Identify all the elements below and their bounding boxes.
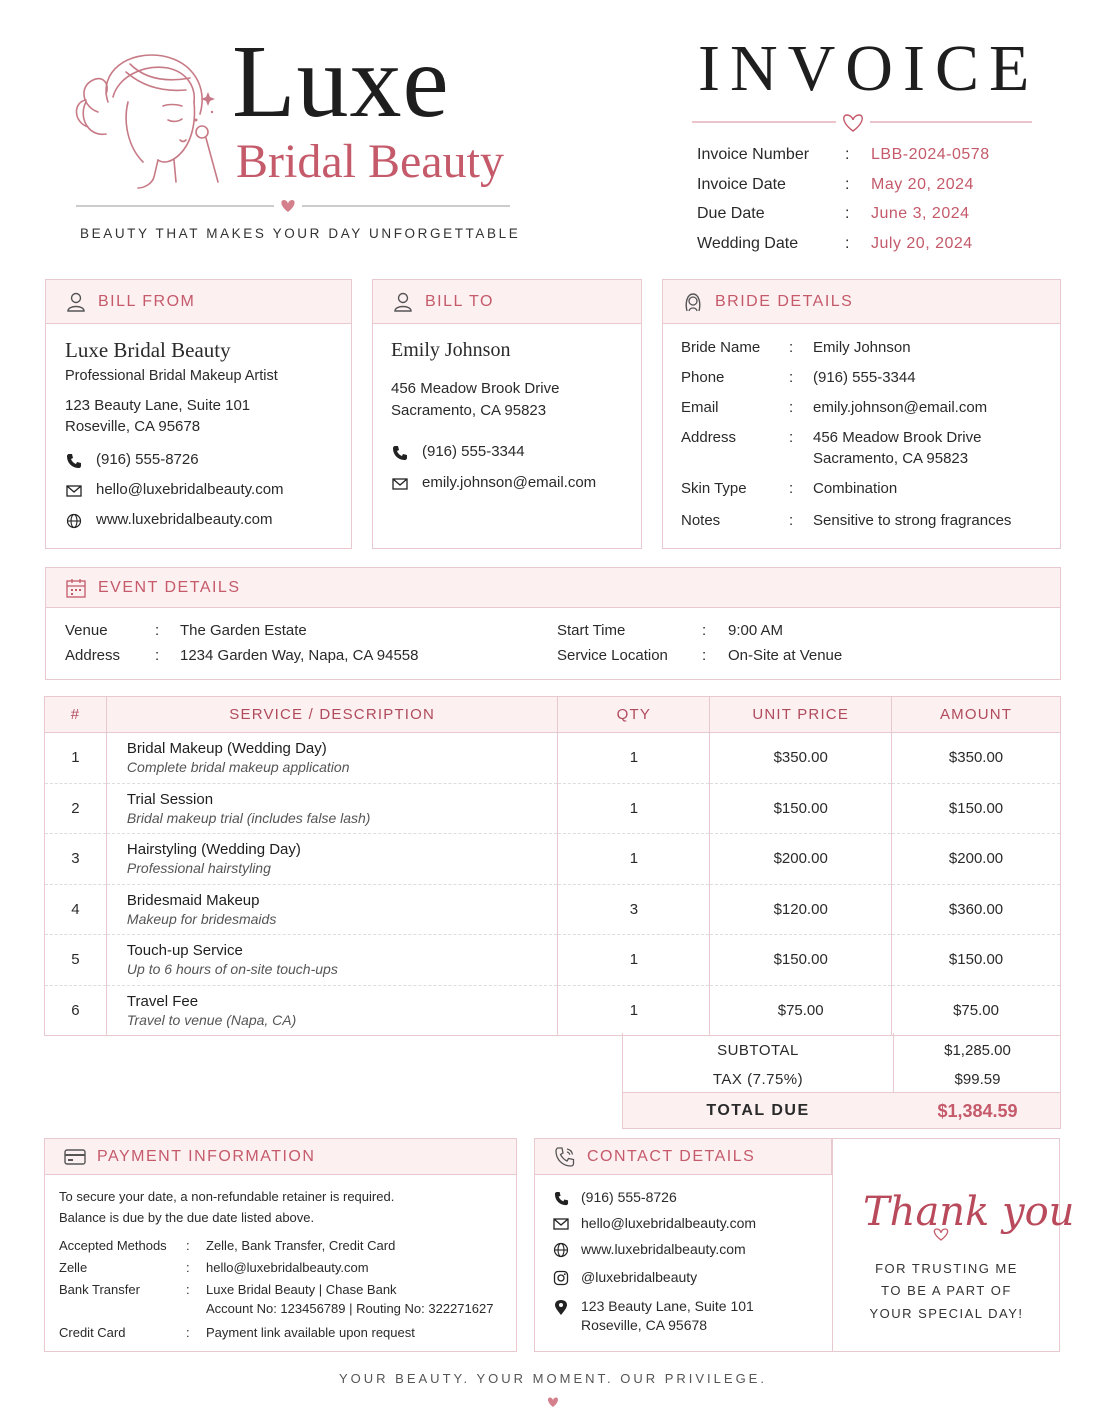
- payment-info-title: PAYMENT INFORMATION: [97, 1147, 316, 1165]
- tax-value: $99.59: [954, 1071, 1001, 1088]
- bride-icon: [681, 290, 705, 314]
- mail-icon: [391, 475, 409, 493]
- bill-from-title: BILL FROM: [98, 292, 196, 310]
- meta-colon: :: [845, 176, 850, 193]
- bank-account-value: Account No: 123456789 | Routing No: 322271627: [206, 1301, 494, 1316]
- table-row: [45, 834, 1061, 885]
- bill-to-address2: Sacramento, CA 95823: [391, 402, 547, 419]
- row-service: [106, 884, 558, 935]
- contact-details-header: [535, 1139, 832, 1175]
- service-location-value: On-Site at Venue: [728, 647, 843, 664]
- bride-notes-value: Sensitive to strong fragrances: [813, 512, 1012, 529]
- venue-value: The Garden Estate: [180, 622, 307, 639]
- table-row: [45, 783, 1061, 834]
- total-due-value: $1,384.59: [937, 1101, 1018, 1121]
- meta-label: Invoice Date: [697, 176, 786, 193]
- service-desc: Bridal makeup trial (includes false lash): [126, 809, 371, 826]
- service-name: Bridal Makeup (Wedding Day): [126, 740, 327, 758]
- meta-label: Invoice Number: [697, 146, 810, 163]
- bill-from-phone: (916) 555-8726: [96, 451, 199, 468]
- venue-label: Venue: [65, 622, 108, 639]
- row-unit-price: $120.00: [710, 884, 892, 935]
- bride-notes-label: Notes: [681, 512, 721, 529]
- service-name: Bridesmaid Makeup: [126, 891, 260, 909]
- payment-intro-line1: To secure your date, a non-refundable retainer is required.: [59, 1189, 395, 1204]
- bride-address-value: 456 Meadow Brook Drive: [813, 429, 982, 446]
- credit-card-label: Credit Card: [59, 1325, 126, 1340]
- bride-phone-value: (916) 555-3344: [813, 369, 916, 386]
- colon: :: [789, 512, 794, 529]
- location-icon: [552, 1298, 570, 1316]
- brand-heart-divider: [76, 196, 510, 216]
- heart-icon: [546, 1396, 560, 1408]
- service-name: Travel Fee: [126, 992, 199, 1010]
- col-amount-header: AMOUNT: [892, 697, 1061, 733]
- event-address-value: 1234 Garden Way, Napa, CA 94558: [180, 647, 419, 664]
- bride-skin-label: Skin Type: [681, 480, 747, 497]
- bride-address-label: Address: [681, 429, 737, 446]
- total-due-row: [623, 1092, 1060, 1128]
- meta-colon: :: [845, 235, 850, 252]
- bride-details-header: [663, 280, 1060, 324]
- thank-you-script: [857, 1167, 1075, 1251]
- thanks-line2: TO BE A PART OF: [881, 1283, 1012, 1298]
- calendar-icon: [64, 576, 88, 600]
- colon: :: [702, 647, 707, 664]
- subtotal-label: SUBTOTAL: [717, 1042, 799, 1059]
- contact-website[interactable]: www.luxebridalbeauty.com: [581, 1241, 746, 1257]
- bill-to-address1: 456 Meadow Brook Drive: [391, 380, 560, 397]
- service-desc: Travel to venue (Napa, CA): [126, 1011, 297, 1028]
- col-qty-header: QTY: [558, 697, 710, 733]
- contact-details-title: CONTACT DETAILS: [587, 1147, 756, 1165]
- zelle-label: Zelle: [59, 1260, 88, 1275]
- col-num-header: #: [45, 697, 107, 733]
- bill-to-title: BILL TO: [425, 292, 494, 310]
- thanks-line3: YOUR SPECIAL DAY!: [869, 1306, 1024, 1321]
- contact-phone: (916) 555-8726: [581, 1189, 677, 1205]
- footer-slogan: YOUR BEAUTY. YOUR MOMENT. OUR PRIVILEGE.: [339, 1371, 767, 1386]
- invoice-number-row: [697, 146, 1037, 168]
- service-desc: Makeup for bridesmaids: [126, 910, 277, 927]
- bride-name-value: Emily Johnson: [813, 339, 911, 356]
- start-time-label: Start Time: [557, 622, 626, 639]
- colon: :: [789, 369, 794, 386]
- bill-from-name: Luxe Bridal Beauty: [65, 338, 231, 362]
- payment-info-header: [45, 1139, 516, 1175]
- bill-to-header: [373, 280, 641, 324]
- services-table: [44, 696, 1061, 1036]
- event-details-card: [45, 567, 1061, 680]
- row-amount: $350.00: [892, 733, 1061, 784]
- row-service: [106, 935, 558, 986]
- bank-transfer-value: Luxe Bridal Beauty | Chase Bank: [206, 1282, 397, 1297]
- bride-email-value: emily.johnson@email.com: [813, 399, 988, 416]
- bride-email-label: Email: [681, 399, 719, 416]
- due-date-row: [697, 205, 1037, 227]
- invoice-title: INVOICE: [698, 32, 1040, 105]
- event-address-label: Address: [65, 647, 121, 664]
- thank-you-text: Thank you: [863, 1189, 1075, 1235]
- colon: :: [186, 1260, 190, 1275]
- table-row: [45, 935, 1061, 986]
- bill-to-card: [372, 279, 642, 549]
- row-service: [106, 733, 558, 784]
- row-qty: 1: [558, 733, 710, 784]
- thanks-line1: FOR TRUSTING ME: [875, 1261, 1018, 1276]
- bride-details-card: [662, 279, 1061, 549]
- phone-icon: [65, 452, 83, 470]
- instagram-icon: [552, 1269, 570, 1287]
- row-num: 5: [45, 935, 107, 986]
- row-qty: 1: [558, 935, 710, 986]
- contact-instagram[interactable]: @luxebridalbeauty: [581, 1269, 698, 1285]
- row-unit-price: $200.00: [710, 834, 892, 885]
- totals-box: [622, 1033, 1061, 1129]
- payment-intro-line2: Balance is due by the due date listed above.: [59, 1210, 315, 1225]
- contact-address2: Roseville, CA 95678: [581, 1317, 708, 1333]
- col-service-header: SERVICE / DESCRIPTION: [106, 697, 558, 733]
- person-icon: [64, 290, 88, 314]
- bride-phone-label: Phone: [681, 369, 725, 386]
- row-unit-price: $350.00: [710, 733, 892, 784]
- phone-ring-icon: [553, 1145, 577, 1169]
- mail-icon: [65, 482, 83, 500]
- row-amount: $360.00: [892, 884, 1061, 935]
- bill-from-header: [46, 280, 351, 324]
- colon: :: [789, 339, 794, 356]
- meta-label: Due Date: [697, 205, 765, 222]
- contact-email[interactable]: hello@luxebridalbeauty.com: [581, 1215, 757, 1231]
- row-unit-price: $75.00: [710, 985, 892, 1036]
- bill-to-name: Emily Johnson: [391, 339, 511, 361]
- bride-details-title: BRIDE DETAILS: [715, 292, 854, 310]
- row-num: 2: [45, 783, 107, 834]
- bill-from-card: [45, 279, 352, 549]
- bill-from-title-line: Professional Bridal Makeup Artist: [65, 368, 278, 384]
- invoice-heart-divider: [692, 110, 1032, 134]
- bill-to-email[interactable]: emily.johnson@email.com: [422, 474, 597, 491]
- credit-card-value: Payment link available upon request: [206, 1325, 415, 1340]
- meta-value: June 3, 2024: [871, 205, 970, 222]
- row-service: [106, 783, 558, 834]
- row-num: 4: [45, 884, 107, 935]
- service-name: Hairstyling (Wedding Day): [126, 841, 301, 859]
- colon: :: [702, 622, 707, 639]
- tax-label: TAX (7.75%): [712, 1071, 804, 1088]
- event-details-header: [46, 568, 1060, 608]
- phone-icon: [391, 444, 409, 462]
- event-details-title: EVENT DETAILS: [98, 578, 241, 596]
- meta-value: LBB-2024-0578: [871, 146, 990, 163]
- row-qty: 1: [558, 783, 710, 834]
- bill-from-website[interactable]: www.luxebridalbeauty.com: [96, 511, 273, 528]
- contact-details-card: [534, 1138, 1075, 1352]
- service-name: Trial Session: [126, 790, 214, 808]
- start-time-value: 9:00 AM: [728, 622, 784, 639]
- row-num: 6: [45, 985, 107, 1036]
- phone-icon: [552, 1189, 570, 1207]
- colon: :: [789, 399, 794, 416]
- colon: :: [186, 1282, 190, 1297]
- table-row: [45, 884, 1061, 935]
- subtotal-row: [623, 1036, 1060, 1065]
- globe-icon: [552, 1241, 570, 1259]
- meta-value: July 20, 2024: [871, 235, 973, 252]
- person-icon: [391, 290, 415, 314]
- accepted-methods-label: Accepted Methods: [59, 1238, 167, 1253]
- bride-logo-illustration: [68, 42, 228, 192]
- row-unit-price: $150.00: [710, 783, 892, 834]
- meta-colon: :: [845, 205, 850, 222]
- table-header-row: [45, 697, 1061, 733]
- bill-from-address1: 123 Beauty Lane, Suite 101: [65, 397, 251, 414]
- meta-label: Wedding Date: [697, 235, 799, 252]
- row-service: [106, 985, 558, 1036]
- meta-colon: :: [845, 146, 850, 163]
- row-num: 3: [45, 834, 107, 885]
- colon: :: [155, 622, 160, 639]
- colon: :: [789, 429, 794, 446]
- bride-address-value2: Sacramento, CA 95823: [813, 450, 969, 467]
- total-due-label: TOTAL DUE: [706, 1102, 810, 1119]
- row-unit-price: $150.00: [710, 935, 892, 986]
- bride-name-label: Bride Name: [681, 339, 761, 356]
- colon: :: [186, 1238, 190, 1253]
- row-num: 1: [45, 733, 107, 784]
- subtotal-value: $1,285.00: [944, 1042, 1011, 1059]
- invoice-date-row: [697, 176, 1037, 198]
- row-service: [106, 834, 558, 885]
- payment-info-card: [44, 1138, 517, 1352]
- meta-value: May 20, 2024: [871, 176, 974, 193]
- row-amount: $200.00: [892, 834, 1061, 885]
- bank-transfer-label: Bank Transfer: [59, 1282, 140, 1297]
- row-amount: $150.00: [892, 935, 1061, 986]
- service-name: Touch-up Service: [126, 942, 243, 960]
- tax-row: [623, 1065, 1060, 1092]
- bill-to-phone: (916) 555-3344: [422, 443, 525, 460]
- card-icon: [63, 1145, 87, 1169]
- colon: :: [789, 480, 794, 497]
- brand-name-main: Luxe: [232, 24, 450, 139]
- row-amount: $75.00: [892, 985, 1061, 1036]
- service-location-label: Service Location: [557, 647, 668, 664]
- bill-from-email[interactable]: hello@luxebridalbeauty.com: [96, 481, 284, 498]
- service-desc: Professional hairstyling: [126, 860, 271, 877]
- colon: :: [186, 1325, 190, 1340]
- bride-skin-value: Combination: [813, 480, 898, 497]
- row-qty: 3: [558, 884, 710, 935]
- accepted-methods-value: Zelle, Bank Transfer, Credit Card: [206, 1238, 396, 1253]
- row-qty: 1: [558, 834, 710, 885]
- bill-from-address2: Roseville, CA 95678: [65, 418, 201, 435]
- table-row: [45, 733, 1061, 784]
- globe-icon: [65, 512, 83, 530]
- row-amount: $150.00: [892, 783, 1061, 834]
- colon: :: [155, 647, 160, 664]
- wedding-date-row: [697, 235, 1037, 257]
- service-desc: Complete bridal makeup application: [126, 759, 350, 776]
- zelle-value: hello@luxebridalbeauty.com: [206, 1260, 369, 1275]
- table-row: [45, 985, 1061, 1036]
- mail-icon: [552, 1215, 570, 1233]
- brand-name-sub: Bridal Beauty: [236, 135, 504, 188]
- row-qty: 1: [558, 985, 710, 1036]
- contact-address1: 123 Beauty Lane, Suite 101: [581, 1298, 754, 1314]
- col-unit-price-header: UNIT PRICE: [710, 697, 892, 733]
- brand-tagline: BEAUTY THAT MAKES YOUR DAY UNFORGETTABLE: [80, 226, 521, 241]
- service-desc: Up to 6 hours of on-site touch-ups: [126, 961, 338, 978]
